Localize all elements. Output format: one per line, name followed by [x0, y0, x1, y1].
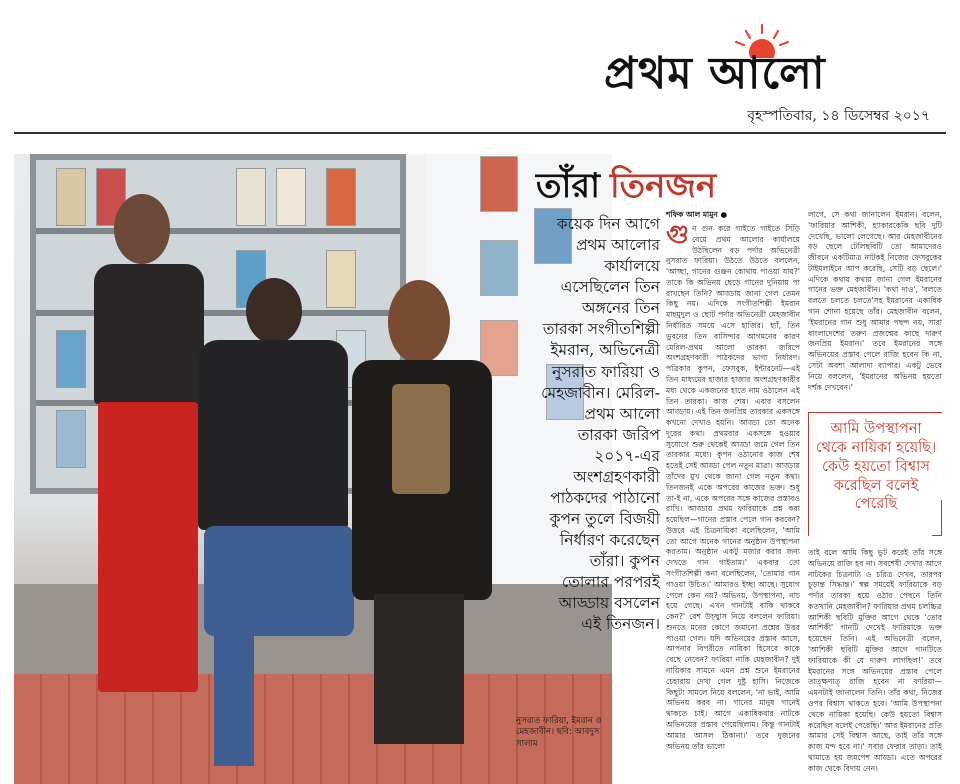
article-photo	[14, 154, 612, 784]
masthead-rule	[14, 132, 946, 134]
headline-part1: তাঁরা	[536, 166, 600, 206]
jeans-leg	[214, 636, 254, 766]
dress-lower	[374, 594, 464, 744]
head	[388, 280, 450, 364]
head	[246, 278, 302, 344]
photo-caption: নুসরাত ফারিয়া, ইমরান ও মেহজাবীন। ছবি: আবদুস সালাম	[516, 716, 602, 749]
head	[114, 194, 170, 264]
body-column-1	[666, 224, 800, 780]
person-right	[344, 274, 504, 774]
book	[276, 168, 306, 226]
prothom-alo-logo	[604, 22, 942, 100]
byline: শফিক আল মামুন ●	[666, 210, 728, 219]
dropcap: গু	[666, 224, 690, 250]
dateline: বৃহস্পতিবার, ১৪ ডিসেম্বর ২০১৭	[747, 108, 930, 124]
body-column-1-text: ন গুন করে গাইতে গাইতে সিঁড়ি বেয়ে প্রথম আলোর কার্যালয়ে উঠছিলেন বড় পর্দার অভিনেত্রী নুসরাত ফারিয়া। উঠতে উঠতে বললেন, 'আচ্ছা, গানের গুঞ্জন কোথায় পাওয়া যায়?' তাকে কি অভিনয় ছেড়ে গানের দুনিয়ায় পা রাখছেন তিনি? আড্ডায় জানা গেল তেমন কিছু নয়। এদিকে সংগীতশিল্পী ইমরান মাহমুদুল ও ছোট পর্দার অভিনেত্রী মেহজাবীন নির্ধারিত সময়ে এসে হাজির। হ্যাঁ, তিন ভুবনের তিন বাসিন্দার আগমনের কারণ মেরিল-প্রথম আলো তারকা জরিপে অংশগ্রহণকারী পাঠকদের ভাগ্য নির্ধারণ। পত্রিকার কুপন, ফেসবুক, ইন্টারনেট—এই তিন মাধ্যমের হাজার হাজার অংশগ্রহণকারীর মধ্য থেকে একজনের হাতে নাম ওঠালেন এই তিন তারকা। কাজ শেষ। এবার বসলেন আড্ডায়। এই তিন জনপ্রিয় তারকার একসঙ্গে কখনো দেখাও হয়নি। আড্ডা তো অনেক দূরের কথা। প্রথমবার একসঙ্গে হওয়ার সুযোগে শুরু থেকেই আড্ডা জমে গেল তিন তারকার মধ্যে। কুপন ওঠানোর কাজ শেষ হতেই সেই আড্ডা পেল নতুন মাত্রা। আড্ডায় তাঁদের মুখ থেকে জানা গেল নতুন কথা। তিনজনই একে অপরের কাজের ভক্ত। শুধু তা-ই না, একে অপরের সঙ্গে কাজের প্রস্তাবও রাখি। আড্ডায় প্রথম ফারিয়াকে প্রশ্ন করা হয়েছিল—গানের প্রস্তাব পেলে গান করবেন? উত্তরে এই চিত্রনায়িকা বলেছিলেন, 'আমি তো আগে অনেক গানের অনুষ্ঠান উপস্থাপনা করতাম। অনুষ্ঠান একটু মজার করার জন্য দেখতে গান গাইতাম।' একবার তো সংগীতশিল্পী কনা বলেছিলেন, 'তোমার গান গাওয়া উচিত।' আমারও ইচ্ছা আছে। সুযোগ পেলে কেন নয়? অভিনয়, উপস্থাপনা, নাচ হয়ে গেছে। এখন গানটাই বাকি থাকবে কেন?' বেশ উচ্ছ্বাস নিয়ে বললেন ফারিয়া। শুনতে মনের কোণে জমানো প্রশ্নের উত্তর পাওয়া গেল। যদি অভিনয়ের প্রস্তাব আসে, আপনার বিপরীতে নায়িকা হিসেবে কাকে বেছে নেবেন? ফারিয়া নাকি মেহজাবীন? দুই নায়িকার সামনে এমন প্রশ্ন শুনে ইমরানের চেহারায় দেখা গেল দুষ্টু হাসি। নিজেকে কিছুটা সামলে নিয়ে বললেন, 'না ভাই, আমি অভিনয় করব না। গানের মানুষ গানেই থাকতে চাই। আগে একাধিকবার নাটকে অভিনয়ের প্রস্তাব পেয়েছিলাম। কিন্তু গানটাই আমার আসল ঠিকানা।' তবে দুজনের অভিনয় তাঁর ভালো	[666, 224, 800, 751]
poster	[480, 156, 518, 212]
body-column-2: লাগে, সে কথা জানালেন ইমরান। বলেন, 'ফারিয়ার আশিকী, হ্যাকারকেকি ছবি দুটি দেখেছি, ভালো লেগেছে। আর মেহজাবীনের বড় ছেলে টেলিছবিটি তো আমাদেরও জীবনে একটিমাত্র নাটকই নিজের ফেসবুকের টাইমলাইনে আপ করেছি, সেটি বড় ছেলে।' এদিকে কথায় কথায় জানা গেল ইমরানের গানের ভক্ত মেহজাবীন। 'কথা দাও', 'বলতে বলতে চলতে চলতে'সহ ইমরানের একাধিক গান শোনা হয়েছে তাঁর। মেহজাবীন বলেন, 'ইমরানের গান শুধু আমার পছন্দ নয়, সারা বাংলাদেশের তরুণ প্রজন্মের কাছে দারুণ জনপ্রিয় ইমরান।' তবে ইমরানের সঙ্গে অভিনয়ের প্রস্তাব পেলে রাজি হবেন কি না, সেটা অবশ্য আলাদা ব্যাপার। একটু ভেবে নিয়ে বললেন, 'ইমরানের অভিনয় হয়তো দর্শক দেখবেন।'	[808, 210, 942, 392]
book	[56, 410, 86, 468]
red-trousers	[98, 402, 198, 692]
gold-embroidery	[392, 384, 450, 494]
book	[56, 168, 86, 226]
leather-jacket	[198, 340, 348, 530]
masthead	[0, 0, 960, 130]
book	[326, 168, 356, 226]
jeans	[204, 526, 354, 636]
headline-part2: তিনজন	[609, 166, 717, 206]
article-headline	[536, 160, 716, 217]
book	[56, 330, 86, 388]
person-center	[184, 264, 364, 784]
pullquote: আমি উপস্থাপনা থেকে নায়িকা হয়েছি। কেউ হয়তো বিশ্বাস করেছিল বলেই পেরেছি	[815, 421, 937, 513]
logo-text: প্রথম আলো	[604, 48, 826, 99]
body-column-2-continued: তাই বলে আমি কিছু ভুট করেই তাঁর সঙ্গে অভিনয়ে রাজি হব না। সবশেষী দেখার আগে নাটকের চিত্রনাট্য ও চরিত্র দেখব, তারপর চূড়ান্ত সিদ্ধান্ত।' স্বল্প সময়েই ফারিয়াকে বড় পর্দার তারকা হয়ে ওঠার পেছনে তিনি কতখানি মেহজাবীন? ফারিয়ার প্রথম চলচ্চিত্র আশিকী ছবিটি মুক্তির আগে থেকে 'তোর আশিকী' গানটি দেখেই ফারিয়াকে ভক্ত হয়েছেন তিনি। এই অভিনেত্রী বলেন, 'আশিকী ছবিটি মুক্তির আগে গানটিতে ফারিয়াকে কী যে দারুণ লাগছিল!' তবে ইমরানের সঙ্গে অভিনয়ের প্রস্তাব পেলে তাত্ক্ষণাত্ রাজি হবেন না ফারিয়া— এমনটাই জানালেন তিনি। তাঁর কথা, নিজের ওপর বিশ্বাস থাকতে হবে। 'আমি উপস্থাপনা থেকে নায়িকা হয়েছি। কেউ হয়তো বিশ্বাস করেছিল বলেই পেরেছি।' আর ইমরানের প্রতি আমার সেই বিশ্বাস আছে, তাই তাঁর সঙ্গে কাজ মন্দ হবে না।' সবার ফেরার তাড়া। তাই থামাতে হয় জমপেশ আড্ডা। এতে অপরের কাজ থেকে বিদায় নেন।	[808, 548, 942, 773]
article-intro: কয়েক দিন আগে প্রথম আলোর কার্যালয়ে এসেছিলেন তিন অঙ্গনের তিন তারকা সংগীতশিল্পী ইমরান, অভিনেত্রী নুসরাত ফারিয়া ও মেহজাবীন। মেরিল-প্রথম আলো তারকা জরিপ ২০১৭-এর অংশগ্রহণকারী পাঠকদের পাঠানো কুপন তুলে বিজয়ী নির্ধারণ করেছেন তাঁরা। কুপন তোলার পরপরই আড্ডায় বসলেন এই তিনজন।	[541, 215, 660, 634]
book	[236, 168, 266, 226]
